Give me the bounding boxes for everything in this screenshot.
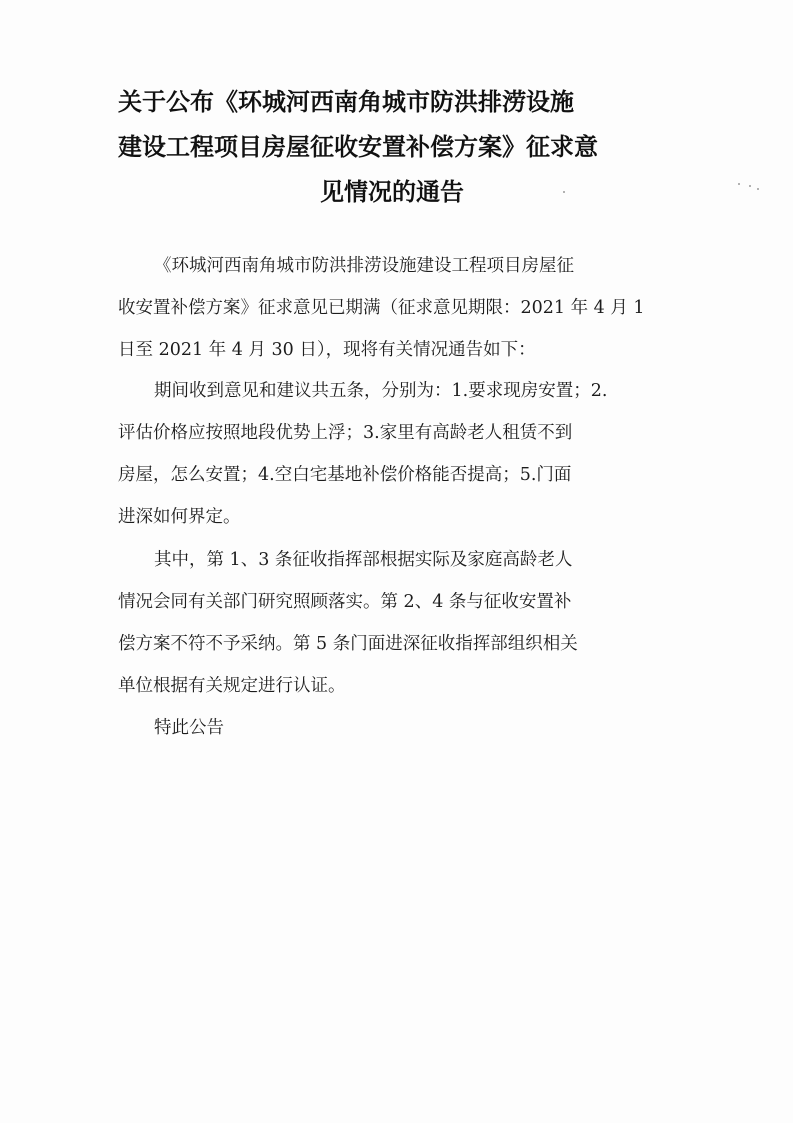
title-line: 建设工程项目房屋征收安置补偿方案》征求意 <box>118 133 598 161</box>
paragraph-line: 收安置补偿方案》征求意见已期满（征求意见期限：2021 年 4 月 1 <box>118 298 645 318</box>
scan-speck <box>757 188 759 190</box>
paragraph-line: 房屋，怎么安置；4.空白宅基地补偿价格能否提高；5.门面 <box>118 465 572 485</box>
paragraph-line: 情况会同有关部门研究照顾落实。第 2、4 条与征收安置补 <box>118 592 572 612</box>
paragraph-line: 期间收到意见和建议共五条，分别为：1.要求现房安置；2. <box>154 381 608 401</box>
scan-speck <box>738 183 740 185</box>
response-paragraph <box>118 539 678 707</box>
feedback-paragraph <box>118 370 678 538</box>
intro-paragraph <box>118 245 678 371</box>
paragraph-line: 评估价格应按照地段优势上浮；3.家里有高龄老人租赁不到 <box>118 423 573 443</box>
closing-text: 特此公告 <box>154 718 224 738</box>
title-line: 关于公布《环城河西南角城市防洪排涝设施 <box>118 88 574 116</box>
paragraph-line: 单位根据有关规定进行认证。 <box>118 676 346 696</box>
notice-title <box>118 80 678 215</box>
paragraph-line: 偿方案不符不予采纳。第 5 条门面进深征收指挥部组织相关 <box>118 634 578 654</box>
closing-paragraph <box>118 707 678 749</box>
paragraph-line: 其中，第 1、3 条征收指挥部根据实际及家庭高龄老人 <box>154 550 573 570</box>
scan-speck <box>749 185 751 187</box>
paragraph-line: 《环城河西南角城市防洪排涝设施建设工程项目房屋征 <box>154 256 574 276</box>
paragraph-line: 日至 2021 年 4 月 30 日），现将有关情况通告如下： <box>118 340 536 360</box>
title-line: 见情况的通告 <box>320 178 464 206</box>
paragraph-line: 进深如何界定。 <box>118 507 241 527</box>
scan-speck <box>563 191 565 193</box>
